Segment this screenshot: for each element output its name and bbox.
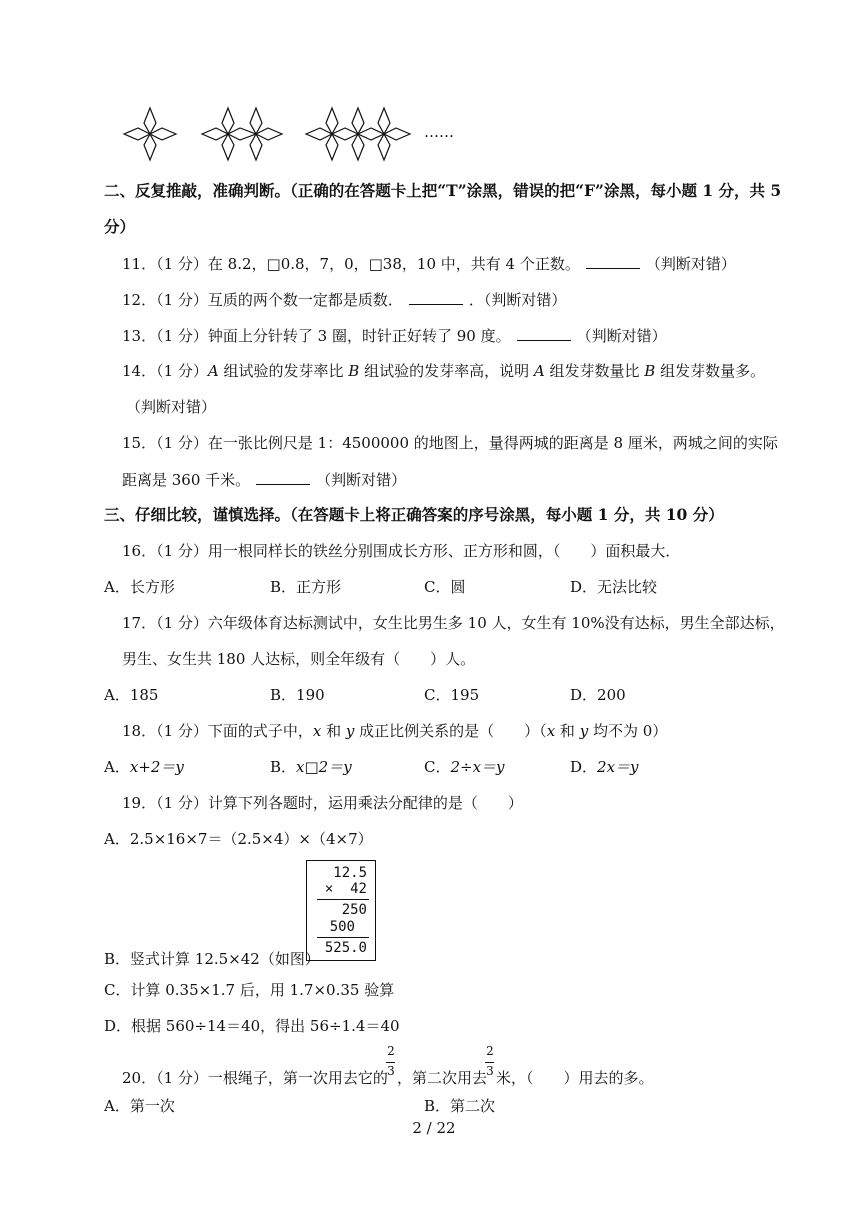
option-label: A． [104,758,130,776]
diamond-group-2 [202,108,282,160]
vertical-multiplication-figure [306,860,376,961]
option-expr: x□2＝y [296,758,352,776]
q18-part: 成正比例关系的是（ ）（ [354,722,547,740]
option-label: C． [424,758,451,776]
q14-part: 组发芽数量比 [544,362,645,380]
question-19: 19．（1 分）计算下列各题时，运用乘法分配律的是（ ） [122,794,523,812]
q20-fraction2-denominator: 3 [486,1064,494,1078]
vertical-divider [317,937,369,938]
option-expr: 2÷x＝y [450,758,505,776]
vertical-row: 525.0 [324,940,367,956]
question-18 [122,721,667,741]
q12-text: 12．（1 分）互质的两个数一定都是质数． [122,291,403,309]
option-label: B． [270,758,297,776]
option-expr: x+2＝y [129,758,184,776]
q14-part: 组发芽数量多。 [655,362,766,380]
question-12 [122,289,566,310]
q18-part: 均不为 0） [588,722,668,740]
diamond-pattern-figure [120,104,420,166]
question-14-judge: （判断对错） [126,398,217,416]
q13-answer-blank[interactable] [517,325,571,341]
q18-option-d[interactable] [570,757,639,777]
q11-text: 11．（1 分）在 8.2，□0.8，7，0，□38，10 中，共有 4 个正数。 [122,255,580,273]
q14-var: A [533,362,545,380]
question-15-cont [122,469,406,490]
q13-suffix: （判断对错） [576,327,667,345]
q16-option-a[interactable]: A．长方形 [104,578,175,596]
q18-var: x [312,722,322,740]
section3-title: 三、仔细比较，谨慎选择。（在答题卡上将正确答案的序号涂黑，每小题 1 分，共 10 分） [104,505,724,524]
q17-option-d[interactable]: D．200 [570,686,626,704]
q13-text: 13．（1 分）钟面上分针转了 3 圈，时针正好转了 90 度。 [122,327,511,345]
diamond-group-1 [124,108,176,160]
pattern-ellipsis: …… [424,123,454,141]
q17-option-b[interactable]: B．190 [270,686,325,704]
q18-var: x [546,722,556,740]
q18-part: 18．（1 分）下面的式子中， [122,722,313,740]
page-number: 2 / 22 [412,1119,456,1137]
q18-option-c[interactable] [424,757,505,777]
question-15: 15．（1 分）在一张比例尺是 1：4500000 的地图上，量得两城的距离是 8 厘米，两城之间的实际 [122,434,778,452]
q20-fraction1-bar [386,1062,395,1063]
vertical-row: 250 [341,902,367,918]
question-20-part1: 20．（1 分）一根绳子，第一次用去它的 [122,1069,388,1087]
q20-option-a[interactable]: A．第一次 [104,1097,175,1115]
q18-var: y [579,722,589,740]
q16-option-c[interactable]: C．圆 [424,578,466,596]
q20-fraction2-numerator: 2 [486,1044,494,1058]
q14-part: 组试验的发芽率高，说明 [359,362,534,380]
q20-fraction1-numerator: 2 [387,1044,395,1058]
q16-option-d[interactable]: D．无法比较 [570,578,658,596]
q19-option-c[interactable]: C．计算 0.35×1.7 后，用 1.7×0.35 验算 [104,981,395,999]
q14-var: B [348,362,360,380]
q11-answer-blank[interactable] [586,253,640,269]
vertical-row: 500 [329,919,355,935]
q14-var: B [644,362,656,380]
option-label: D． [570,758,598,776]
vertical-row: × 42 [324,881,367,897]
q17-option-c[interactable]: C．195 [424,686,480,704]
q15-text: 距离是 360 千米。 [122,471,251,489]
q17-option-a[interactable]: A．185 [104,686,159,704]
q18-part: 和 [555,722,580,740]
q14-var: A [207,362,219,380]
q19-option-d[interactable]: D．根据 560÷14＝40，得出 56÷1.4＝40 [104,1017,400,1035]
q18-option-b[interactable] [270,757,352,777]
q20-fraction1-denominator: 3 [387,1064,395,1078]
question-17: 17．（1 分）六年级体育达标测试中，女生比男生多 10 人，女生有 10%没有达标，男生全部达标， [122,614,785,632]
section2-title: 二、反复推敲，准确判断。（正确的在答题卡上把“T”涂黑，错误的把“F”涂黑，每小题 1 分，共 5 [104,181,782,200]
diamond-group-3 [306,108,410,160]
q20-option-b[interactable]: B．第二次 [424,1097,496,1115]
q19-option-b[interactable]: B．竖式计算 12.5×42（如图） [104,950,320,968]
q19-option-a[interactable]: A．2.5×16×7＝（2.5×4）×（4×7） [104,830,373,848]
q11-suffix: （判断对错） [645,255,736,273]
question-16: 16．（1 分）用一根同样长的铁丝分别围成长方形、正方形和圆，（ ）面积最大． [122,542,681,560]
question-20-part3: 米，（ ）用去的多。 [496,1069,654,1087]
section2-title-cont: 分） [104,217,136,236]
q15-answer-blank[interactable] [256,469,310,485]
question-20-part2: ，第二次用去 [397,1069,488,1087]
q16-option-b[interactable]: B．正方形 [270,578,342,596]
q18-var: y [345,722,355,740]
q18-part: 和 [321,722,346,740]
option-expr: 2x＝y [597,758,639,776]
q12-answer-blank[interactable] [409,289,463,305]
q20-fraction2-bar [485,1062,494,1063]
vertical-row: 12.5 [333,865,367,881]
q12-suffix: ．（判断对错） [468,291,567,309]
question-13 [122,325,667,346]
question-11 [122,253,736,274]
q18-option-a[interactable] [104,757,184,777]
question-17-cont: 男生、女生共 180 人达标，则全年级有（ ）人。 [122,650,476,668]
q15-suffix: （判断对错） [316,471,407,489]
vertical-divider [317,899,369,900]
q14-part: 组试验的发芽率比 [218,362,349,380]
q14-part: 14．（1 分） [122,362,208,380]
question-14 [122,361,765,381]
